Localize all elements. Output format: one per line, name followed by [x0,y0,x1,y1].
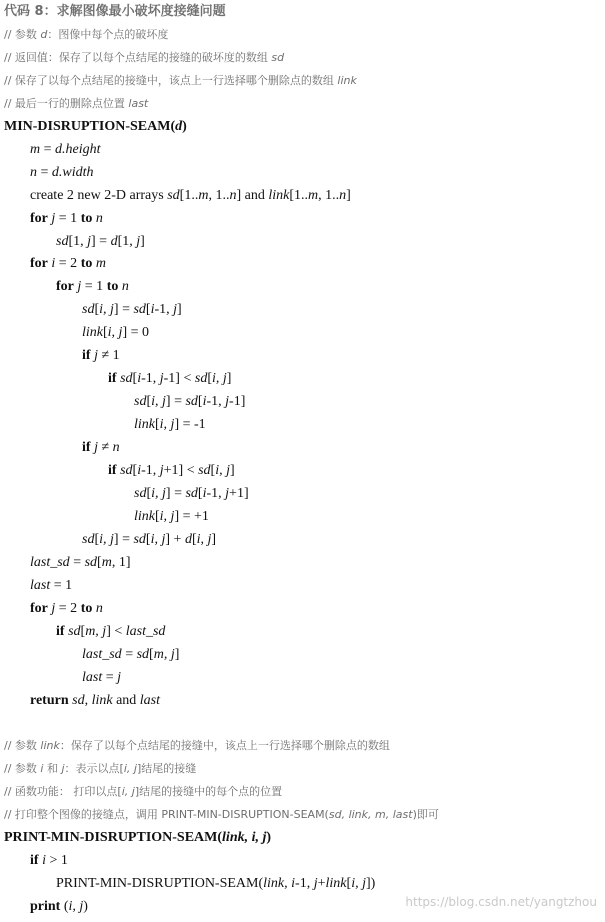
code-line [30,852,68,870]
token: j [51,600,56,616]
token: = [69,554,85,570]
token: sd [120,463,133,478]
code-line [108,370,231,388]
token: [ [210,463,216,478]
token: ]) [365,876,376,892]
token: j [87,233,92,249]
code-line [82,646,179,664]
token: ] [226,371,232,387]
token: [1, [117,233,137,249]
token: return [30,692,69,708]
token: create 2 new 2-D arrays [30,187,168,203]
token: ( [60,899,69,915]
code-line [30,141,101,159]
token: d [184,531,192,547]
code-line [56,278,129,296]
token: n [112,440,120,456]
token: sd [134,485,147,501]
token: = [40,141,56,157]
token: d [175,118,183,134]
token: i, j [123,762,137,776]
token: i [137,463,142,478]
code-line [56,623,165,641]
code-line [134,393,245,411]
token: sd [68,623,81,639]
token: j [117,669,122,685]
token: -1, [295,876,314,892]
token: i, j [151,485,166,501]
token: m [308,187,319,203]
token: i [42,853,46,869]
token: n [95,210,103,226]
code-line [134,416,206,434]
token: ≠ [97,440,113,456]
token: -1, [206,485,226,501]
comment-line [4,737,390,755]
token: sd [198,463,211,478]
token: i, j [212,371,227,387]
token: m, j [85,623,107,639]
token: ] = [113,302,134,318]
token: i, j [215,463,230,478]
token: m [95,256,106,272]
code-line [56,875,375,893]
token: , [84,692,92,708]
token: to [106,279,119,295]
token: i, j [68,899,84,915]
token: if [82,348,91,364]
token: -1, [154,302,174,318]
token: [ [94,302,100,318]
token: link [40,739,60,753]
token: to [80,600,93,616]
token: i, j [351,876,366,892]
code-line [30,692,160,710]
token: [ [145,531,151,547]
token: sd [185,394,198,410]
token: last [128,96,149,110]
token: link [82,325,103,341]
token: last_sd [125,623,166,639]
token: [ [197,485,203,501]
token: [1.. [289,187,309,203]
code-line [30,210,103,228]
token: link [134,417,155,433]
token: if [108,463,117,478]
token: ] = +1 [174,508,209,524]
token: [ [146,394,152,410]
token: = [121,646,137,662]
token: // 参数 [4,739,41,753]
token: for [30,600,48,616]
token: ] [140,233,145,249]
token: i [150,302,155,318]
token: -1] [229,394,246,410]
token: j [225,394,230,410]
token: ] [174,646,180,662]
token: ] [177,302,182,318]
token: j [313,876,318,892]
token: sd [133,531,146,547]
token: PRINT-MIN-DISRUPTION-SEAM( [56,876,264,892]
comment-line [4,95,148,113]
token: [ [132,371,138,387]
token: j [51,210,56,226]
token: [1, [68,233,88,249]
token: d.width [51,164,94,180]
token: [ [207,371,212,387]
token: sd [82,302,95,318]
token: -1, [206,394,226,410]
token: to [80,210,93,226]
token: [ [346,876,352,892]
token: last [82,669,103,685]
token: link [337,73,357,87]
token: i, j [150,531,166,547]
token: ) [182,118,187,134]
comment-line [4,806,439,824]
token: if [108,371,117,387]
token: i [51,256,56,272]
token: = 2 [55,256,81,272]
code-line [30,187,351,205]
token: i [40,762,44,776]
code-line [108,462,235,480]
token: ] = [91,233,111,249]
token: // 最后一行的删除点位置 [4,96,129,110]
token: sd [271,50,285,64]
token: > 1 [45,853,68,869]
token: last_sd [30,554,70,570]
token: = 2 [55,600,81,616]
token: to [80,256,93,272]
code-line [82,347,120,365]
token: [ [132,463,138,478]
token: // 参数 [4,27,41,41]
token: ] [211,531,217,547]
token: j [94,348,98,364]
token: = [37,164,52,180]
token: sd [134,394,147,410]
token: ：图像中每个点的破坏度 [47,27,169,41]
token: ] [346,187,351,203]
token: i [202,394,207,410]
code-line [82,324,149,342]
token: ≠ 1 [97,348,120,364]
token: ] and [236,187,269,203]
token: i [137,371,142,387]
code-line [30,600,103,618]
token: sd [72,692,85,708]
token: m [198,187,209,203]
code-line [56,233,145,251]
code-line [82,439,120,457]
token: [ [94,531,100,547]
token: sd [136,646,150,662]
token: for [30,256,48,272]
token: j [159,463,164,478]
token: last [139,692,161,708]
token: i, j [121,785,135,799]
code-line [82,669,121,687]
token: [1.. [179,187,199,203]
token: i, j [159,417,175,433]
token: +1] [229,485,249,501]
token: link [134,508,155,524]
token: i, j [151,394,166,410]
token: = 1 [50,577,73,593]
code-line [134,485,249,503]
token: if [30,853,39,869]
token: n [95,600,103,616]
code-line [134,508,209,526]
token: link, i [263,876,296,892]
token: if [82,440,91,456]
token: link [325,876,347,892]
token: for [56,279,74,295]
token: // 函数功能： 打印以点[ [4,785,122,799]
token: [ [191,531,197,547]
token: , 1] [111,554,131,570]
token: i, j [159,508,175,524]
token: i [202,485,207,501]
procedure-header [4,829,271,847]
code-line [30,577,72,595]
token: m [30,141,41,157]
procedure-header [4,118,187,136]
token: )即可 [412,808,439,822]
token: MIN-DISRUPTION-SEAM( [4,118,176,134]
comment-line [4,49,284,67]
token: ] = 0 [122,325,150,341]
token: i, j [99,302,114,318]
token: d [110,233,118,249]
token: [ [80,623,86,639]
token: j [94,440,98,456]
token: m, j [153,646,175,662]
token: j [173,302,178,318]
token: j [77,279,82,295]
token: last_sd [82,646,122,662]
token: PRINT-MIN-DISRUPTION-SEAM( [4,830,223,846]
token: ] = [165,394,186,410]
token: sd [56,233,69,249]
token: [ [149,646,154,662]
token: , 1.. [208,187,230,203]
token: ] = [165,485,186,501]
token: sd [120,371,133,387]
code-line [30,164,94,182]
token: ]结尾的接缝中的每个点的位置 [134,785,283,799]
token: sd [194,371,208,387]
token: sd [185,485,198,501]
token: [ [103,325,108,341]
token: -1, [141,371,160,387]
token: // 参数 [4,762,41,776]
token: -1] < [163,371,195,387]
token: link, i, j [222,830,267,846]
token: n [30,164,37,180]
token: // 返回值：保存了以每个点结尾的接缝的破坏度的数组 [4,50,272,64]
token: n [339,187,347,203]
token: m [101,554,112,570]
watermark: https://blog.csdn.net/yangtzhou [405,895,597,909]
token: link [91,692,113,708]
token: [ [197,394,203,410]
token: and [112,692,140,708]
caption-title [4,3,226,21]
token: ] = -1 [174,417,206,433]
token: [ [146,485,152,501]
code-line [82,301,182,319]
comment-line [4,783,282,801]
token: ] < [106,623,126,639]
token: ) [83,899,88,915]
token: = 1 [81,279,107,295]
token: sd, link, m, last [328,808,413,822]
token: sd [82,531,95,547]
token: [ [155,417,160,433]
token: sd [167,187,180,203]
comment-line [4,72,357,90]
token: n [121,279,129,295]
token: [ [97,554,102,570]
comment-line [4,26,168,44]
token: ：表示以点[ [64,762,124,776]
token: ) [266,830,272,846]
token: ] [230,463,235,478]
token: +1] < [163,463,199,478]
token: , 1.. [318,187,340,203]
code-line [82,531,216,549]
token: + [317,876,326,892]
token: d [40,27,48,41]
token: -1, [141,463,160,478]
token: ] + [165,531,185,547]
code-line [30,255,106,273]
token: last [30,577,51,593]
token: d.height [55,141,101,157]
token: 代码 8：求解图像最小破坏度接缝问题 [4,4,226,19]
token: j [136,233,141,249]
token: ] = [113,531,134,547]
token: // 保存了以每个点结尾的接缝中，该点上一行选择哪个删除点的数组 [4,73,338,87]
token: = 1 [55,210,81,226]
token: n [229,187,237,203]
token: print [30,899,61,915]
token: for [30,210,48,226]
code-line [30,898,88,916]
token: i, j [107,325,123,341]
token: ：保存了以每个点结尾的接缝中，该点上一行选择哪个删除点的数组 [59,739,390,753]
token: 和 [43,762,62,776]
token: ]结尾的接缝 [136,762,197,776]
token: i, j [99,531,114,547]
token: sd [133,302,146,318]
token: [ [145,302,151,318]
token: j [61,762,65,776]
token: sd [84,554,98,570]
token: i, j [196,531,212,547]
token: if [56,623,65,639]
token: // 打印整个图像的接缝点，调用 PRINT-MIN-DISRUPTION-SEAM( [4,808,329,822]
token: = [102,669,118,685]
comment-line [4,760,196,778]
token: j [159,371,164,387]
token: [ [155,508,160,524]
token: j [225,485,230,501]
token: link [268,187,290,203]
code-line [30,554,131,572]
